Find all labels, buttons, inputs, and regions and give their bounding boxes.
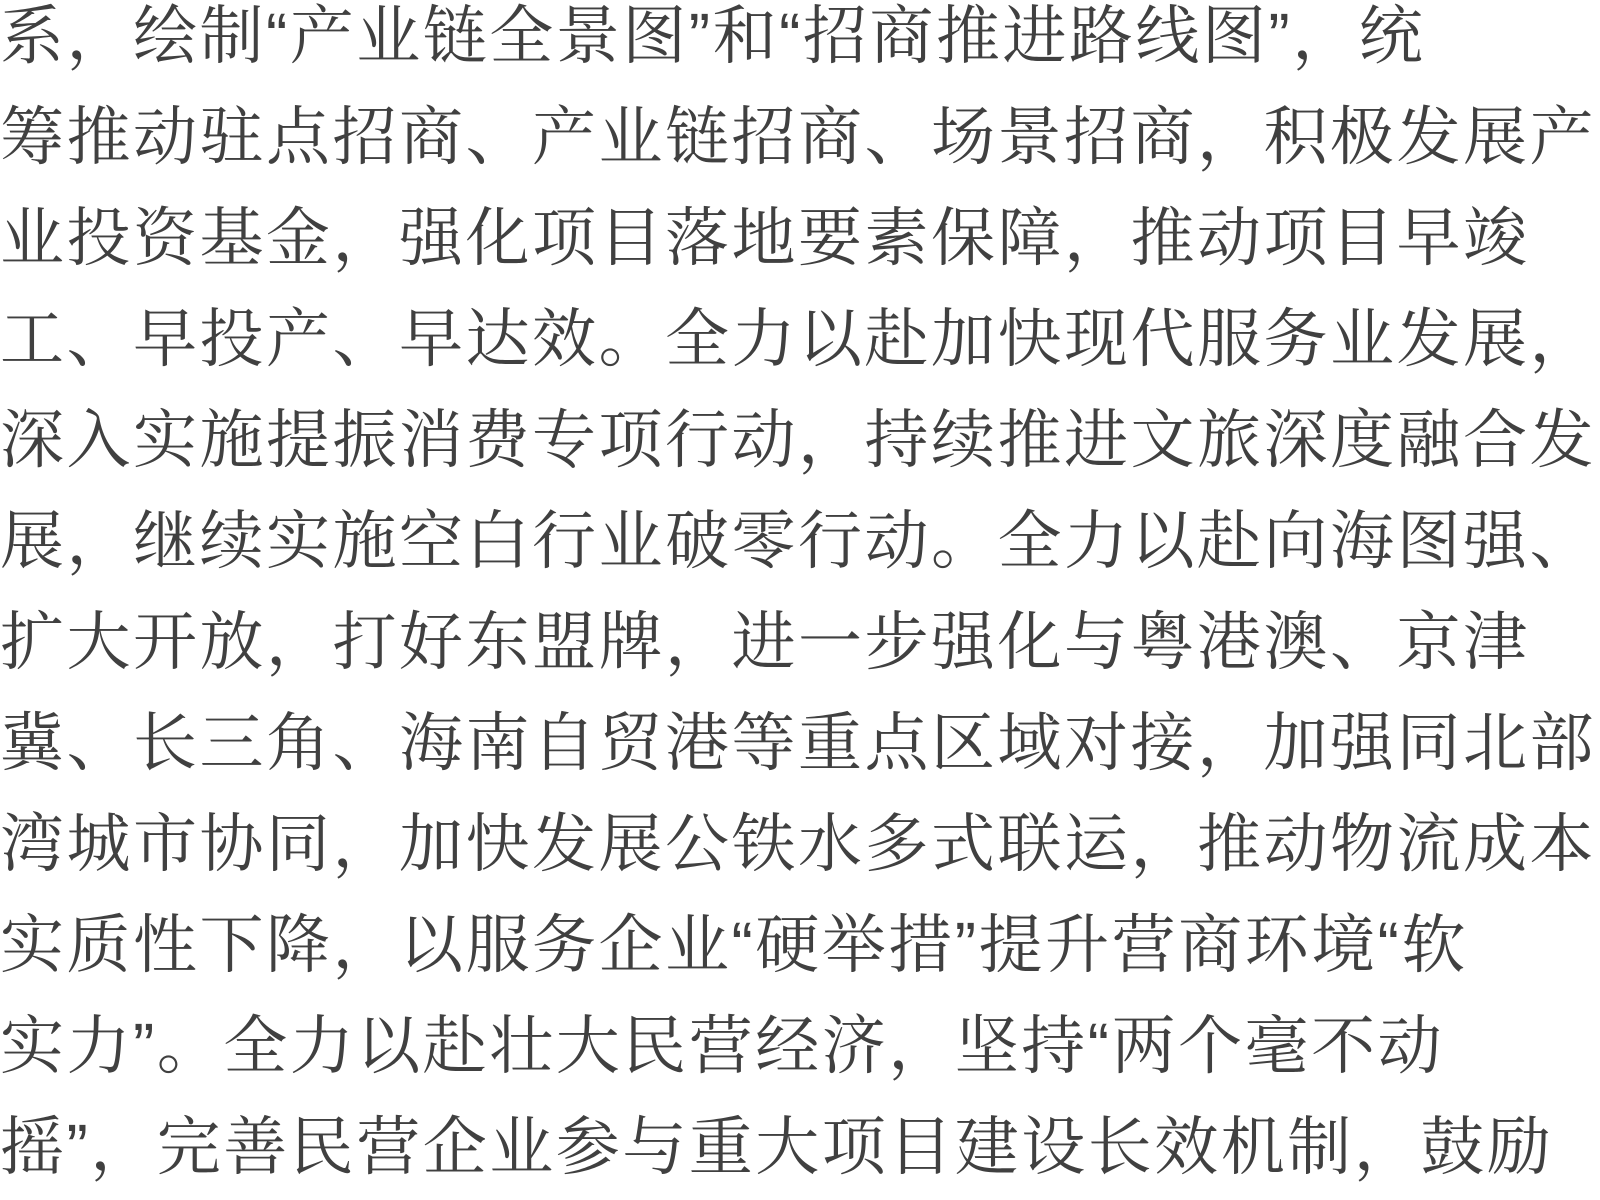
text-line: 扩大开放，打好东盟牌，进一步强化与粤港澳、京津 [0, 606, 1530, 678]
text-line: 实力”。全力以赴壮大民营经济，坚持“两个毫不动 [0, 1010, 1445, 1082]
text-line: 冀、长三角、海南自贸港等重点区域对接，加强同北部 [0, 707, 1596, 779]
text-line: 摇”，完善民营企业参与重大项目建设长效机制，鼓励 [0, 1111, 1554, 1183]
text-line: 实质性下降，以服务企业“硬举措”提升营商环境“软 [0, 909, 1468, 981]
text-line: 筹推动驻点招商、产业链招商、场景招商，积极发展产 [0, 101, 1596, 173]
text-line: 湾城市协同，加快发展公铁水多式联运，推动物流成本 [0, 808, 1596, 880]
text-line: 系，绘制“产业链全景图”和“招商推进路线图”，统 [0, 0, 1426, 72]
text-line: 展，继续实施空白行业破零行动。全力以赴向海图强、 [0, 505, 1596, 577]
text-line: 深入实施提振消费专项行动，持续推进文旅深度融合发 [0, 404, 1596, 476]
text-line: 工、早投产、早达效。全力以赴加快现代服务业发展， [0, 303, 1596, 375]
text-line: 业投资基金，强化项目落地要素保障，推动项目早竣 [0, 202, 1530, 274]
